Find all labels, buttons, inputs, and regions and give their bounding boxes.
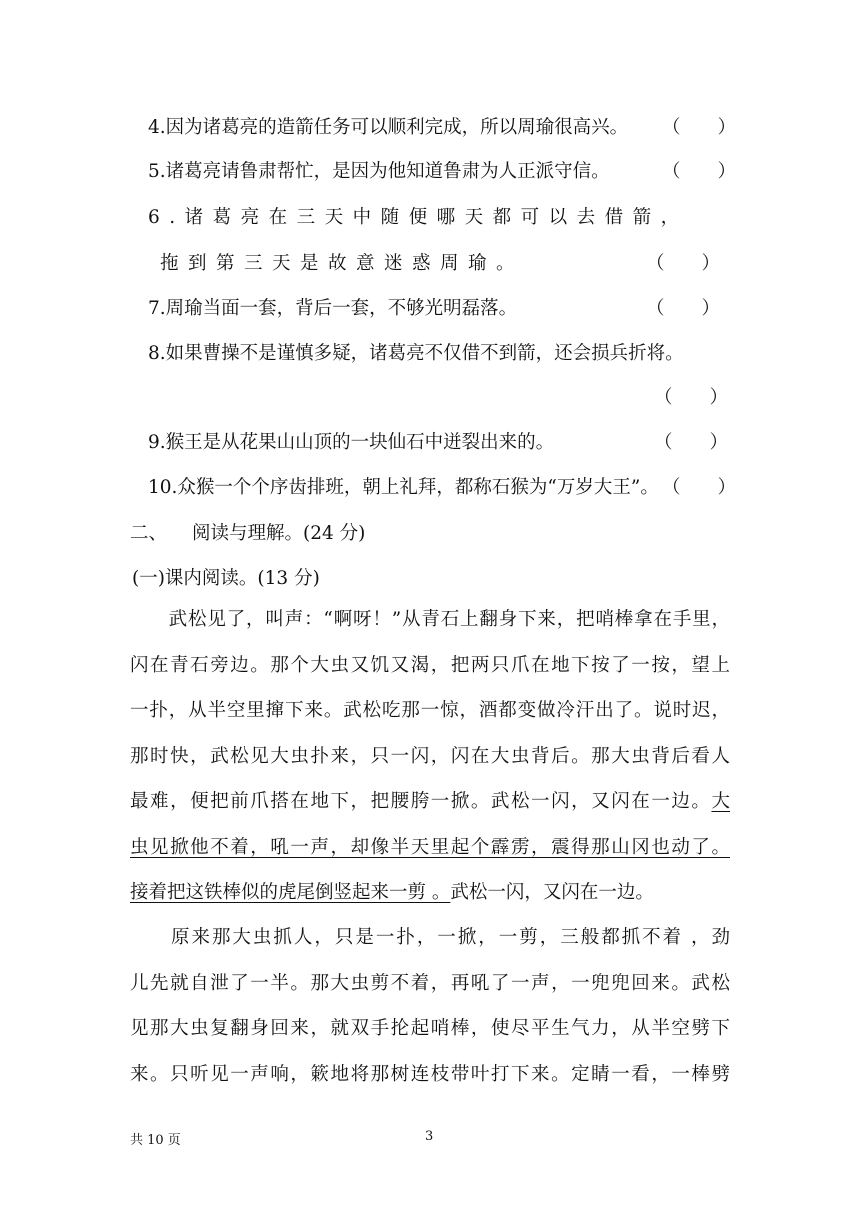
passage-paragraph-2 [130,915,730,1097]
subsection-title: (一)课内阅读。(13 分) [132,568,320,589]
question-6-line2: 拖到第三天是故意迷惑周瑜。 [160,253,525,274]
underlined-sentence: 接着把这铁棒似的虎尾倒竖起来一剪 。 [130,882,451,903]
answer-bracket-7[interactable]: （ ） [646,298,721,319]
passage-text: 最难，便把前爪搭在地下，把腰胯一掀。武松一闪，又闪在一边。 [130,791,712,812]
question-10: 10.众猴一个个序齿排班，朝上礼拜，都称石猴为“万岁大王”。 [148,477,659,498]
passage-row: 一扑，从半空里撺下来。武松吃那一惊，酒都变做冷汗出了。说时迟， [130,700,730,721]
question-9: 9.猴王是从花果山山顶的一块仙石中迸裂出来的。 [148,432,555,453]
passage-row: 闪在青石旁边。那个大虫又饥又渴，把两只爪在地下按了一按，望上 [130,654,730,676]
underlined-sentence: 虫见掀他不着，吼一声，却像半天里起个霹雳，震得那山冈也动了。 [130,836,730,858]
passage-text: 武松一闪，又闪在一边。 [450,882,654,903]
answer-bracket-10[interactable]: （ ） [662,477,737,498]
passage-row: 来。只听见一声响，簌地将那树连枝带叶打下来。定睛一看，一棒劈 [130,1063,730,1085]
answer-bracket-5[interactable]: （ ） [662,161,737,182]
question-4: 4.因为诸葛亮的造箭任务可以顺利完成，所以周瑜很高兴。 [148,117,629,138]
answer-bracket-9[interactable]: （ ） [654,432,729,453]
answer-bracket-4[interactable]: （ ） [662,117,737,138]
passage-row: 儿先就自泄了一半。那大虫剪不着，再吼了一声，一兜兜回来。武松 [130,972,730,994]
passage-row: 那时快，武松见大虫扑来，只一闪，闪在大虫背后。那大虫背后看人 [130,745,730,767]
section-title: 阅读与理解。(24 分) [192,523,366,544]
passage-row [130,779,730,825]
question-6-line1: 6.诸葛亮在三天中随便哪天都可以去借箭， [148,207,689,228]
passage-row: 武松见了，叫声：“啊呀！”从青石上翻身下来，把哨棒拿在手里， [130,609,730,630]
passage-row: 见那大虫复翻身回来，就双手抡起哨棒，使尽平生气力，从半空劈下 [130,1018,730,1039]
question-5: 5.诸葛亮请鲁肃帮忙，是因为他知道鲁肃为人正派守信。 [148,161,610,182]
passage-paragraph-1 [130,597,730,916]
passage-row: 原来那大虫抓人，只是一扑，一掀，一剪，三般都抓不着 ，劲 [130,927,730,948]
answer-bracket-6[interactable]: （ ） [646,253,721,274]
question-7: 7.周瑜当面一套，背后一套，不够光明磊落。 [148,298,518,319]
footer-total-pages: 共 10 页 [130,1133,181,1148]
footer-page-number: 3 [425,1129,434,1144]
answer-bracket-8[interactable]: （ ） [654,387,729,408]
passage-row [130,870,730,916]
section-number: 二、 [130,523,168,544]
question-8: 8.如果曹操不是谨慎多疑，诸葛亮不仅借不到箭，还会损兵折将。 [148,343,684,364]
underlined-sentence: 大 [711,791,730,812]
